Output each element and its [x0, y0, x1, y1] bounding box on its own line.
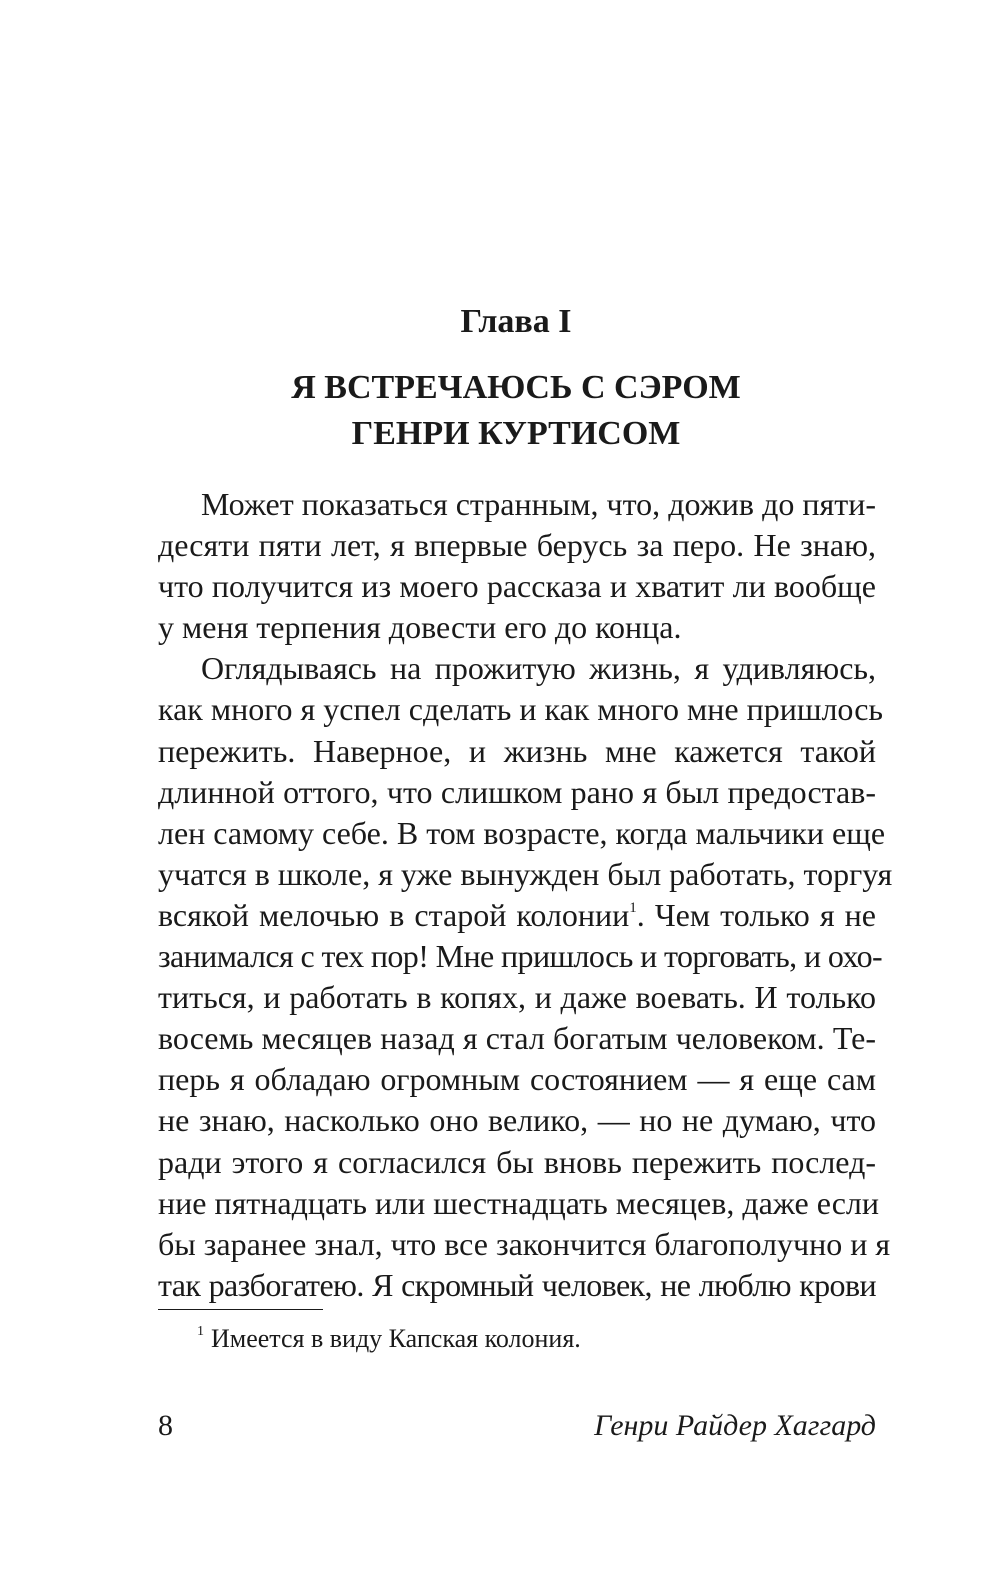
text-line: длинной оттого, что слишком рано я был предостав-	[158, 773, 876, 810]
footnote-reference[interactable]: 1	[629, 899, 637, 916]
text-line: перь я обладаю огромным состоянием — я еще сам	[158, 1061, 876, 1098]
text-line: пережить. Наверное, и жизнь мне кажется такой	[158, 732, 876, 769]
chapter-heading	[0, 365, 1000, 457]
text-line: как много я успел сделать и как много мне пришлось	[158, 691, 884, 728]
text-fragment: всякой мелочью в старой колонии	[158, 896, 630, 933]
chapter-heading-line: ГЕНРИ КУРТИСОМ	[351, 415, 681, 452]
text-fragment: . Чем только я не	[636, 896, 877, 933]
text-line: десяти пяти лет, я впервые берусь за перо. Не знаю,	[158, 527, 876, 564]
text-line: у меня терпения довести его до конца.	[158, 609, 682, 646]
text-line: занимался с тех пор! Мне пришлось и торговать, и охо-	[158, 938, 883, 975]
body-text	[158, 484, 893, 1306]
text-line: бы заранее знал, что все закончится благополучно и я	[158, 1225, 891, 1262]
text-line: Оглядываясь на прожитую жизнь, я удивляюсь,	[201, 650, 876, 687]
running-footer-author: Генри Райдер Хаггард	[594, 1409, 876, 1442]
text-line: ради этого я согласился бы вновь пережить послед-	[158, 1143, 876, 1180]
chapter-heading-line: Я ВСТРЕЧАЮСЬ С СЭРОМ	[291, 369, 741, 406]
text-line: Может показаться странным, что, дожив до пяти-	[201, 486, 876, 522]
text-line-with-footnote	[158, 895, 876, 936]
text-line: ние пятнадцать или шестнадцать месяцев, даже если	[158, 1184, 879, 1221]
chapter-title: Глава I	[460, 303, 572, 340]
footnote-marker: 1	[197, 1324, 204, 1339]
text-line: что получится из моего рассказа и хватит ли вообще	[158, 568, 876, 605]
page-number: 8	[158, 1409, 173, 1442]
text-line: учатся в школе, я уже вынужден был работать, торгуя	[158, 855, 893, 892]
text-line: так разбогатею. Я скромный человек, не люблю крови	[158, 1266, 876, 1303]
footnote-divider	[158, 1309, 323, 1310]
text-line: восемь месяцев назад я стал богатым человеком. Те-	[158, 1020, 876, 1057]
text-line: лен самому себе. В том возрасте, когда мальчики еще	[158, 814, 886, 851]
footnote-text: Имеется в виду Капская колония.	[211, 1324, 581, 1353]
text-line: не знаю, насколько оно велико, — но не думаю, что	[158, 1102, 876, 1139]
footnote	[197, 1320, 581, 1358]
text-line: титься, и работать в копях, и даже воевать. И только	[158, 979, 876, 1016]
